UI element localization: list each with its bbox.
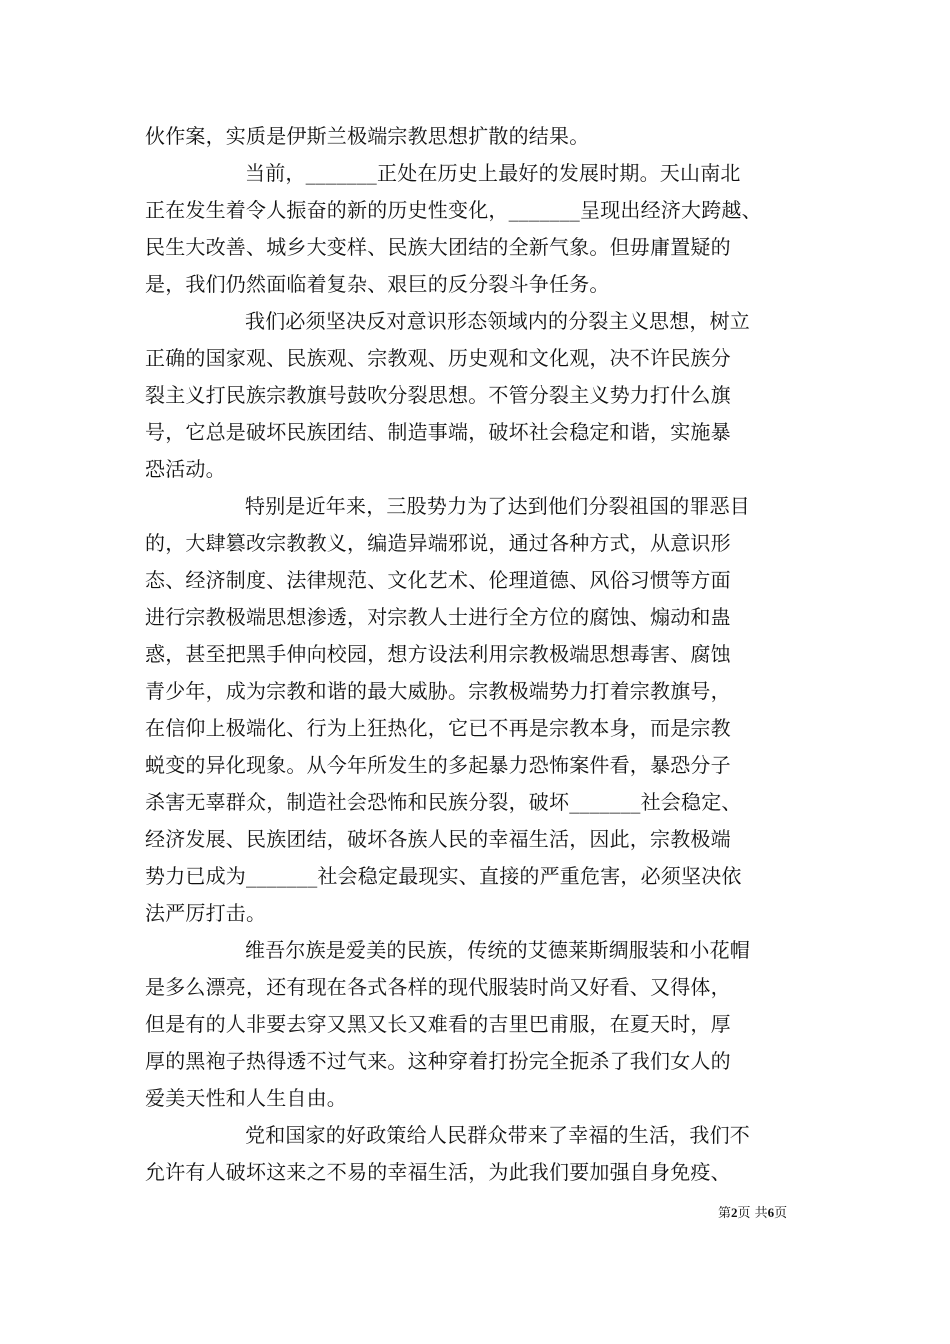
body-text	[145, 118, 807, 1191]
text-line: 是多么漂亮，还有现在各式各样的现代服装时尚又好看、又得体，	[145, 975, 731, 999]
text-line: 杀害无辜群众，制造社会恐怖和民族分裂，破坏_______社会稳定、	[145, 790, 742, 814]
footer-total-pages: 6	[767, 1205, 775, 1220]
text-line: 是，我们仍然面临着复杂、艰巨的反分裂斗争任务。	[145, 272, 610, 296]
text-line: 厚的黑袍子热得透不过气来。这种穿着打扮完全扼杀了我们女人的	[145, 1049, 731, 1073]
text-line: 爱美天性和人生自由。	[145, 1086, 347, 1110]
footer-mid: 页 共	[737, 1206, 768, 1221]
text-line: 的，大肆篡改宗教教义，编造异端邪说，通过各种方式，从意识形	[145, 531, 731, 555]
text-line: 我们必须坚决反对意识形态领域内的分裂主义思想，树立	[245, 309, 750, 333]
text-line: 但是有的人非要去穿又黑又长又难看的吉里巴甫服，在夏天时，厚	[145, 1012, 731, 1036]
footer-prefix: 第	[718, 1206, 732, 1221]
text-line: 维吾尔族是爱美的民族，传统的艾德莱斯绸服装和小花帽	[245, 938, 750, 962]
text-line: 态、经济制度、法律规范、文化艺术、伦理道德、风俗习惯等方面	[145, 568, 731, 592]
text-line: 进行宗教极端思想渗透，对宗教人士进行全方位的腐蚀、煽动和蛊	[145, 605, 731, 629]
text-line: 伙作案，实质是伊斯兰极端宗教思想扩散的结果。	[145, 124, 590, 148]
text-line: 法严厉打击。	[145, 901, 267, 925]
footer-page-number: 2	[731, 1205, 738, 1220]
text-line: 恐活动。	[145, 457, 226, 481]
text-line: 民生大改善、城乡大变样、民族大团结的全新气象。但毋庸置疑的	[145, 235, 731, 259]
text-line: 特别是近年来，三股势力为了达到他们分裂祖国的罪恶目	[245, 494, 750, 518]
text-line: 经济发展、民族团结，破坏各族人民的幸福生活，因此，宗教极端	[145, 827, 731, 851]
text-line: 蜕变的异化现象。从今年所发生的多起暴力恐怖案件看，暴恐分子	[145, 753, 731, 777]
text-line: 党和国家的好政策给人民群众带来了幸福的生活，我们不	[245, 1123, 750, 1147]
text-line: 号，它总是破坏民族团结、制造事端，破坏社会稳定和谐，实施暴	[145, 420, 731, 444]
text-line: 正确的国家观、民族观、宗教观、历史观和文化观，决不许民族分	[145, 346, 731, 370]
text-line: 青少年，成为宗教和谐的最大威胁。宗教极端势力打着宗教旗号，	[145, 679, 731, 703]
text-line: 在信仰上极端化、行为上狂热化，它已不再是宗教本身，而是宗教	[145, 716, 731, 740]
text-line: 势力已成为_______社会稳定最现实、直接的严重危害，必须坚决依	[145, 864, 742, 888]
footer-suffix: 页	[774, 1206, 788, 1221]
text-line: 裂主义打民族宗教旗号鼓吹分裂思想。不管分裂主义势力打什么旗	[145, 383, 731, 407]
text-line: 惑，甚至把黑手伸向校园，想方设法利用宗教极端思想毒害、腐蚀	[145, 642, 731, 666]
page-footer	[718, 1205, 787, 1222]
text-line: 当前，_______正处在历史上最好的发展时期。天山南北	[245, 161, 741, 185]
text-line: 正在发生着令人振奋的新的历史性变化，_______呈现出经济大跨越、	[145, 198, 762, 222]
text-line: 允许有人破坏这来之不易的幸福生活，为此我们要加强自身免疫、	[145, 1160, 731, 1184]
